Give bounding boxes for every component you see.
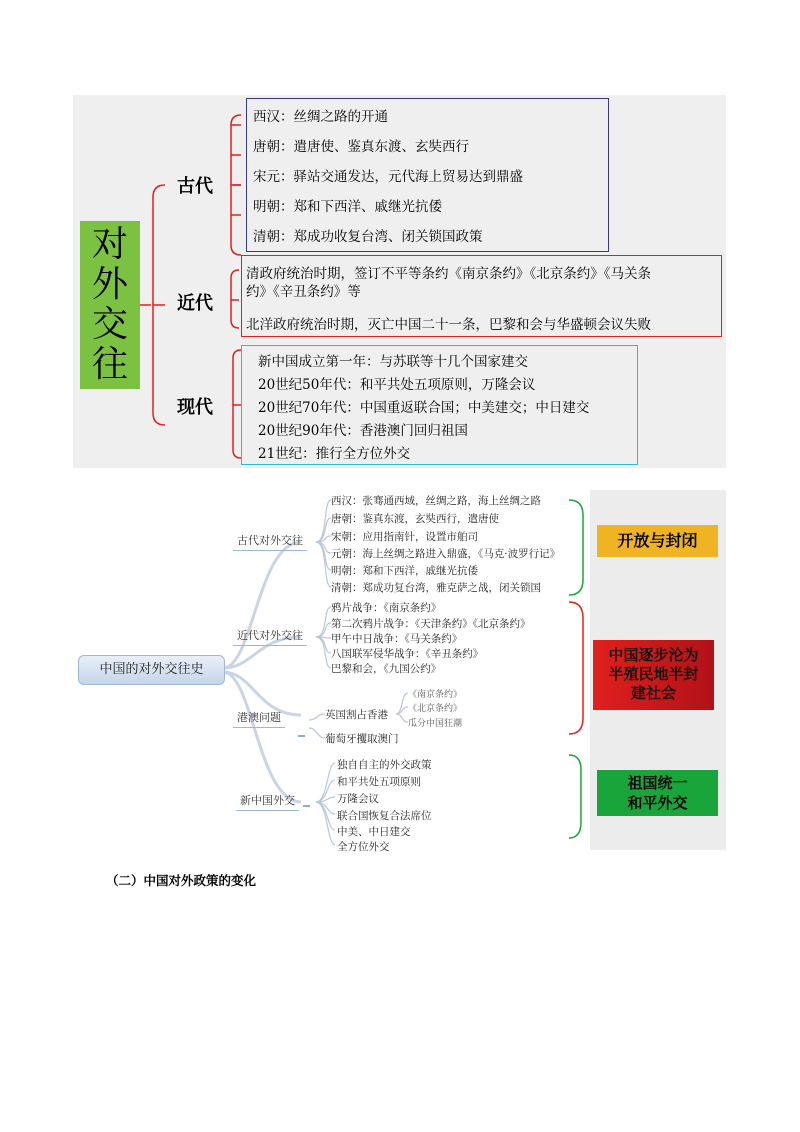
modern-leaf: 第二次鸦片战争：《天津条约》《北京条约》 [331,618,531,630]
hk-treaty: 《南京条约》 [408,690,463,700]
ancient-item: 西汉：丝绸之路的开通 [253,109,388,125]
diagram-foreign-relations-overview [73,95,726,468]
newchina-leaf: 和平共处五项原则 [337,776,421,788]
root-char: 交 [91,304,128,345]
modern-leaf: 巴黎和会，《九国公约》 [331,663,442,675]
ancient-box [246,98,609,252]
modern-box [241,255,722,337]
macau-leaf: 葡萄牙攫取澳门 [325,733,399,745]
newchina-leaf: 联合国恢复合法席位 [337,810,432,822]
tag-line: 和平外交 [627,794,688,812]
newchina-leaf: 独自自主的外交政策 [337,759,432,771]
tag-reunification [597,770,718,816]
tag-semi-colonial [593,640,714,710]
root-char: 往 [91,344,128,385]
era-modern: 近代 [177,293,213,314]
section-caption: （二）中国对外政策的变化 [106,873,257,888]
root-char: 对 [91,224,128,265]
tag-open-closed: 开放与封闭 [597,525,718,557]
era-contemporary: 现代 [177,397,213,418]
tag-line: 祖国统一 [627,774,688,792]
diagram-mindmap-history [73,490,726,853]
modern-leaf: 八国联军侵华战争：《辛丑条约》 [331,648,484,660]
ancient-leaf: 清朝：郑成功复台湾，雅克萨之战，闭关锁国 [331,582,541,594]
ancient-leaf: 宋朝：应用指南针，设置市舶司 [331,531,478,543]
tag-line: 半殖民地半封 [608,665,699,683]
newchina-leaf: 万隆会议 [337,793,379,805]
hk-leaf: 英国割占香港 [325,709,388,721]
contemporary-item: 20世纪50年代：和平共处五项原则，万隆会议 [258,377,536,393]
ancient-leaf: 明朝：郑和下西洋，戚继光抗倭 [331,565,478,577]
tag-line: 中国逐步沦为 [608,646,699,664]
branch-new-china: 新中国外交 [236,792,299,811]
ancient-leaf: 西汉：张骞通西域，丝绸之路，海上丝绸之路 [331,495,541,507]
ancient-item: 宋元：驿站交通发达，元代海上贸易达到鼎盛 [253,169,523,185]
ancient-item: 清朝：郑成功收复台湾、闭关锁国政策 [253,229,483,245]
hk-treaty: 《北京条约》 [408,704,463,714]
contemporary-box [241,345,638,465]
contemporary-item: 20世纪70年代：中国重返联合国；中美建交；中日建交 [258,400,590,416]
root-char: 外 [91,264,128,305]
newchina-leaf: 全方位外交 [337,841,390,853]
modern-item: 约》《辛丑条约》等 [246,284,361,300]
era-ancient: 古代 [177,176,213,197]
tag-line: 建社会 [630,684,676,702]
branch-ancient: 古代对外交往 [233,532,307,551]
modern-item: 北洋政府统治时期，灭亡中国二十一条，巴黎和会与华盛顿会议失败 [246,317,651,333]
newchina-leaf: 中美、中日建交 [337,826,411,838]
ancient-item: 唐朝：遣唐使、鉴真东渡、玄奘西行 [253,139,469,155]
ancient-item: 明朝：郑和下西洋、戚继光抗倭 [253,199,442,215]
contemporary-item: 新中国成立第一年：与苏联等十几个国家建交 [258,354,528,370]
modern-leaf: 鸦片战争：《南京条约》 [331,602,442,614]
modern-leaf: 甲午中日战争：《马关条约》 [331,633,463,645]
ancient-leaf: 元朝：海上丝绸之路进入鼎盛，《马克·波罗行记》 [331,548,561,560]
hk-treaty: 瓜分中国狂潮 [408,719,463,729]
contemporary-item: 20世纪90年代：香港澳门回归祖国 [258,423,468,439]
ancient-leaf: 唐朝：鉴真东渡，玄奘西行，遣唐使 [331,513,499,525]
contemporary-item: 21世纪：推行全方位外交 [258,446,411,462]
branch-modern: 近代对外交往 [233,627,307,646]
modern-item: 清政府统治时期，签订不平等条约《南京条约》《北京条约》《马关条 [246,266,651,282]
mindmap-root: 中国的对外交往史 [78,655,225,685]
branch-hk-macau: 港澳问题 [233,709,285,728]
